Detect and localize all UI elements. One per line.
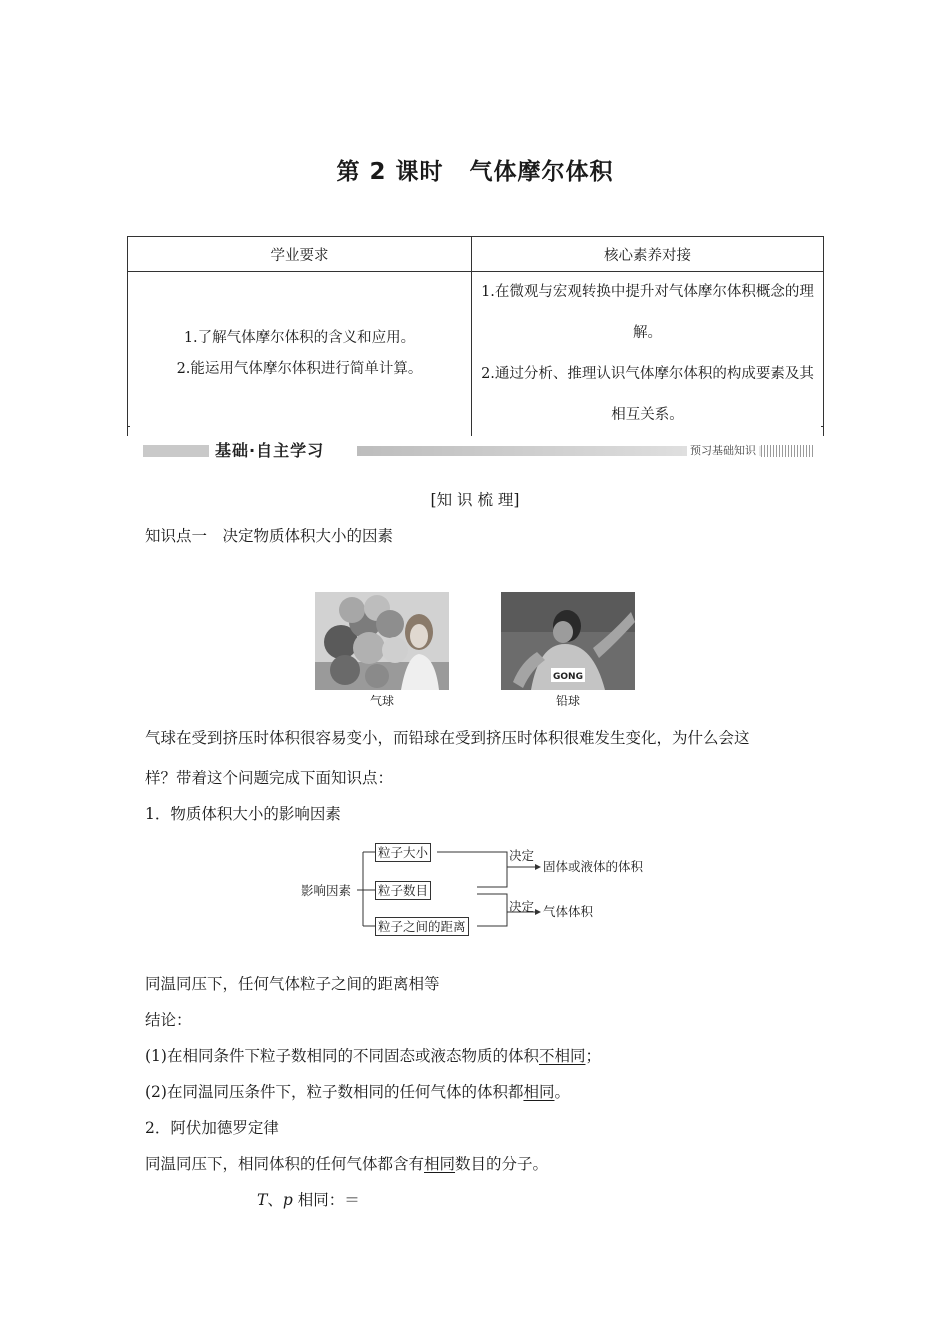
banner-stripes	[761, 445, 815, 457]
result-label: 固体或液体的体积	[543, 859, 644, 874]
decide-label: 决定	[509, 899, 535, 914]
factor-diagram	[297, 840, 657, 940]
conclusion-label: 结论：	[145, 1011, 192, 1029]
table-header-right: 核心素养对接	[472, 237, 824, 272]
question-text: 气球在受到挤压时体积很容易变小，而铅球在受到挤压时体积很难发生变化，为什么会这	[145, 729, 750, 747]
table-header-left: 学业要求	[128, 237, 472, 272]
diagram-root: 影响因素	[301, 883, 352, 898]
section-heading: [知 识 梳 理]	[430, 491, 520, 509]
requirements-table	[127, 236, 824, 436]
table-cell-left: 1.了解气体摩尔体积的含义和应用。 2.能运用气体摩尔体积进行简单计算。	[128, 272, 472, 437]
conclusion-1: (1)在相同条件下粒子数相同的不同固态或液态物质的体积不相同；	[145, 1047, 601, 1065]
conclusion-2: (2)在同温同压条件下，粒子数相同的任何气体的体积都相同。	[145, 1083, 570, 1101]
balloon-photo	[315, 592, 449, 690]
factor-box: 粒子之间的距离	[375, 917, 469, 936]
tp-condition: T、p 相同：＝	[257, 1191, 360, 1209]
image-caption: 气球	[369, 694, 394, 708]
banner-label: 基础·自主学习	[215, 441, 325, 460]
answer-blank: 相同	[424, 1155, 456, 1173]
table-corner-tick	[821, 426, 824, 427]
table-cell-right: 1.在微观与宏观转换中提升对气体摩尔体积概念的理解。 2.通过分析、推理认识气体摩尔体积的构成要素及其相互关系。	[472, 272, 824, 437]
page-title: 第 2 课时 气体摩尔体积	[336, 159, 614, 185]
shot-put-photo	[501, 592, 635, 690]
knowledge-point-1: 知识点一 决定物质体积大小的因素	[145, 527, 394, 545]
table-corner-tick	[127, 426, 130, 427]
law-text: 同温同压下，相同体积的任何气体都含有相同数目的分子。	[145, 1155, 549, 1173]
item-2: 2．阿伏加德罗定律	[145, 1119, 279, 1137]
image-caption: 铅球	[555, 694, 580, 708]
section-banner	[143, 440, 815, 462]
banner-right-label: 预习基础知识	[687, 442, 759, 460]
fact-text: 同温同压下，任何气体粒子之间的距离相等	[145, 975, 440, 993]
answer-blank: 不相同	[538, 1047, 586, 1065]
item-1: 1．物质体积大小的影响因素	[145, 805, 341, 823]
factor-box: 粒子数目	[375, 881, 431, 900]
answer-blank: 相同	[523, 1083, 555, 1101]
factor-box: 粒子大小	[375, 843, 431, 862]
result-label: 气体体积	[543, 904, 594, 919]
decide-label: 决定	[509, 848, 535, 863]
question-text: 样？带着这个问题完成下面知识点：	[145, 769, 394, 787]
banner-bar	[143, 445, 209, 457]
bib-text: GONG	[553, 672, 583, 682]
